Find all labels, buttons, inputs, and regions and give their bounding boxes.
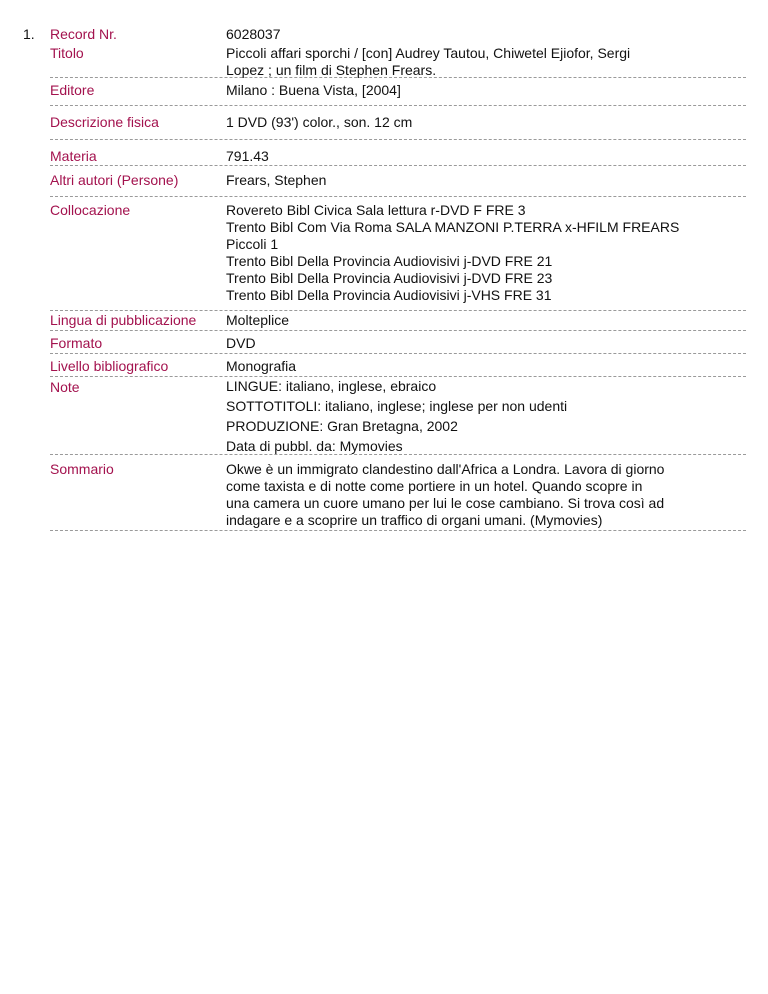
lingua-label: Lingua di pubblicazione bbox=[50, 312, 197, 328]
value-line: 6028037 bbox=[226, 26, 281, 42]
editore-value bbox=[226, 82, 736, 99]
value-line: Monografia bbox=[226, 358, 297, 374]
value-line: Rovereto Bibl Civica Sala lettura r-DVD F FRE 3 bbox=[226, 202, 526, 218]
value-line: Data di pubbl. da: Mymovies bbox=[226, 438, 403, 454]
value-line: Milano : Buena Vista, [2004] bbox=[226, 82, 401, 98]
value-line: PRODUZIONE: Gran Bretagna, 2002 bbox=[226, 418, 458, 434]
value-line: Okwe è un immigrato clandestino dall'Africa a Londra. Lavora di giorno bbox=[226, 461, 665, 477]
value-line: Trento Bibl Della Provincia Audiovisivi j-VHS FRE 31 bbox=[226, 287, 552, 303]
value-line: Frears, Stephen bbox=[226, 172, 327, 188]
livello-value bbox=[226, 358, 736, 375]
value-line: una camera un cuore umano per lui le cose cambiano. Si trova così ad bbox=[226, 495, 665, 511]
field-altri-autori bbox=[50, 172, 746, 197]
field-materia bbox=[50, 148, 746, 166]
record-nr-value bbox=[226, 26, 736, 43]
descrizione-label: Descrizione fisica bbox=[50, 114, 159, 130]
materia-label: Materia bbox=[50, 148, 97, 164]
value-line: SOTTOTITOLI: italiano, inglese; inglese per non udenti bbox=[226, 398, 568, 414]
formato-value bbox=[226, 335, 736, 352]
altri-autori-label: Altri autori (Persone) bbox=[50, 172, 179, 188]
value-line: Trento Bibl Della Provincia Audiovisivi j-DVD FRE 23 bbox=[226, 270, 553, 286]
field-sommario bbox=[50, 461, 746, 531]
field-descrizione-fisica bbox=[50, 114, 746, 140]
value-line: 1 DVD (93') color., son. 12 cm bbox=[226, 114, 413, 130]
field-editore bbox=[50, 82, 746, 106]
field-formato bbox=[50, 335, 746, 354]
field-lingua bbox=[50, 312, 746, 331]
descrizione-value bbox=[226, 114, 736, 131]
note-label: Note bbox=[50, 379, 80, 395]
livello-label: Livello bibliografico bbox=[50, 358, 169, 374]
value-line: 791.43 bbox=[226, 148, 269, 164]
value-line: LINGUE: italiano, inglese, ebraico bbox=[226, 378, 437, 394]
field-livello-bibliografico bbox=[50, 358, 746, 377]
value-line: DVD bbox=[226, 335, 256, 351]
value-line: Piccoli 1 bbox=[226, 236, 279, 252]
record-index: 1. bbox=[23, 26, 35, 42]
value-line: come taxista e di notte come portiere in un hotel. Quando scopre in bbox=[226, 478, 643, 494]
value-line: Molteplice bbox=[226, 312, 290, 328]
formato-label: Formato bbox=[50, 335, 103, 351]
materia-value bbox=[226, 148, 736, 165]
field-collocazione bbox=[50, 202, 746, 311]
field-record-nr bbox=[50, 26, 746, 45]
value-line: Lopez ; un film di Stephen Frears. bbox=[226, 62, 437, 78]
value-line: indagare e a scoprire un traffico di organi umani. (Mymovies) bbox=[226, 512, 603, 528]
altri-autori-value bbox=[226, 172, 736, 189]
lingua-value bbox=[226, 312, 736, 329]
value-line: Trento Bibl Della Provincia Audiovisivi j-DVD FRE 21 bbox=[226, 253, 553, 269]
record-nr-label: Record Nr. bbox=[50, 26, 117, 42]
titolo-label: Titolo bbox=[50, 45, 84, 61]
collocazione-value bbox=[226, 202, 736, 304]
editore-label: Editore bbox=[50, 82, 95, 98]
note-value bbox=[226, 376, 736, 456]
value-line: Piccoli affari sporchi / [con] Audrey Tautou, Chiwetel Ejiofor, Sergi bbox=[226, 45, 631, 61]
sommario-value bbox=[226, 461, 736, 529]
field-titolo bbox=[50, 45, 746, 78]
titolo-value bbox=[226, 45, 736, 79]
sommario-label: Sommario bbox=[50, 461, 114, 477]
field-note bbox=[50, 376, 746, 455]
value-line: Trento Bibl Com Via Roma SALA MANZONI P.TERRA x-HFILM FREARS bbox=[226, 219, 680, 235]
collocazione-label: Collocazione bbox=[50, 202, 131, 218]
